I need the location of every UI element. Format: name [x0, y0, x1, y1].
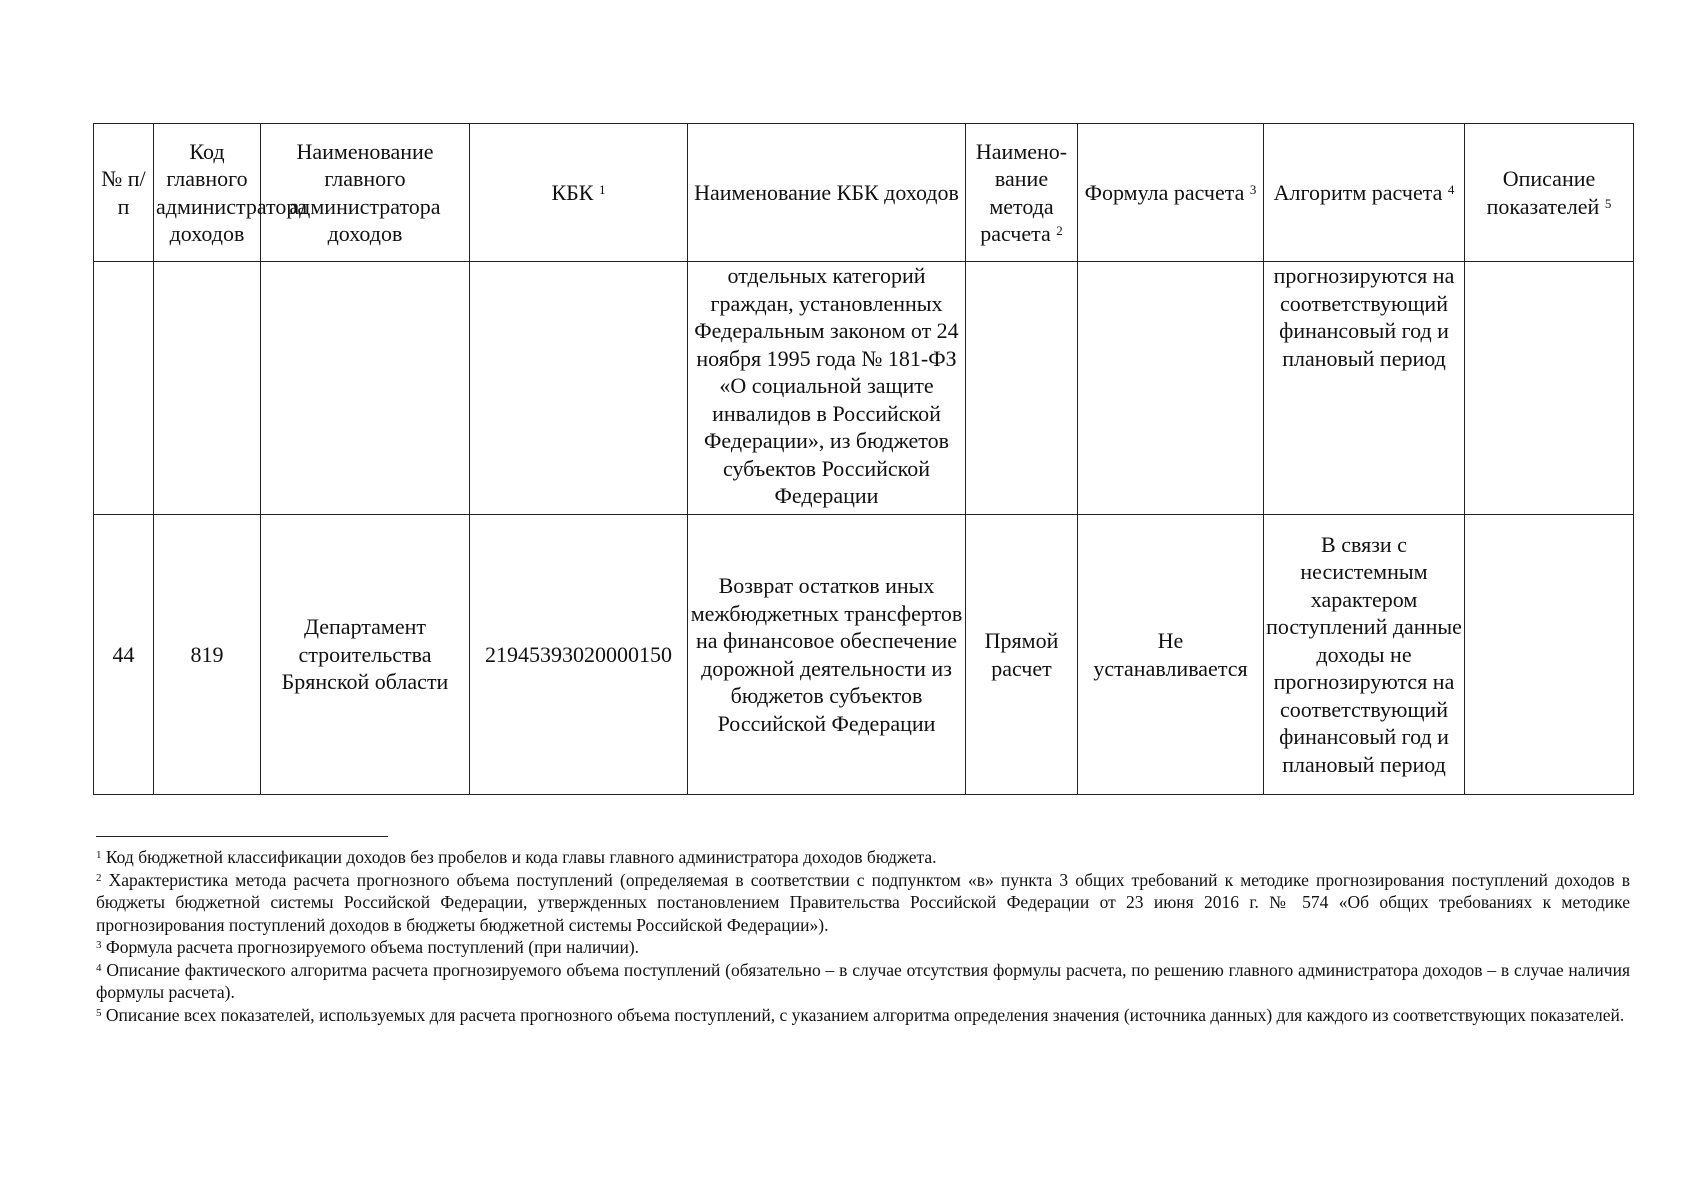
- footnote-2: [96, 869, 1630, 937]
- table-row: [94, 262, 1634, 515]
- footnote-number: 4: [96, 961, 102, 974]
- footnote-4: [96, 959, 1630, 1004]
- footnote-divider: [96, 836, 388, 837]
- header-admin-code: Код главного администратора доходов: [154, 124, 261, 262]
- cell-admin-code: [154, 262, 261, 515]
- footnote-number: 3: [96, 939, 102, 951]
- header-kbk-name: Наименование КБК доходов: [688, 124, 966, 262]
- header-admin-name: Наименование главного администратора доходов: [261, 124, 470, 262]
- footnotes: [96, 846, 1630, 1026]
- cell-indicators: [1465, 262, 1634, 515]
- header-algorithm: Алгоритм расчета $^4$: [1264, 124, 1465, 262]
- cell-indicators: [1465, 515, 1634, 795]
- footnote-text: Описание всех показателей, используемых для расчета прогнозного объема поступлений, с указанием алгоритма определения значения (источника данных) для каждого из соответствующих показателей.: [105, 1004, 1625, 1025]
- header-indicators: Описание показателей $^5$: [1465, 124, 1634, 262]
- footnote-3: [96, 936, 1630, 959]
- cell-kbk: 21945393020000150: [470, 515, 688, 795]
- cell-kbk-name: отдельных категорий граждан, установленных Федеральным законом от 24 ноября 1995 года № 181-ФЗ «О социальной защите инвалидов в Российской Федерации», из бюджетов субъектов Российской Федерации: [688, 262, 966, 515]
- cell-admin-name: [261, 262, 470, 515]
- footnote-text: Формула расчета прогнозируемого объема поступлений (при наличии).: [105, 937, 640, 957]
- footnote-number: 1: [96, 849, 102, 861]
- header-kbk: КБК $^1$: [470, 124, 688, 262]
- cell-num: [94, 262, 154, 515]
- footnote-1: [96, 846, 1630, 869]
- cell-admin-code: 819: [154, 515, 261, 795]
- cell-algorithm: прогнозируются на соответствующий финансовый год и плановый период: [1264, 262, 1465, 515]
- table-header-row: [94, 124, 1634, 262]
- header-num: № п/п: [94, 124, 154, 262]
- table-row: [94, 515, 1634, 795]
- cell-method: [966, 262, 1078, 515]
- cell-formula: [1078, 262, 1264, 515]
- footnote-number: 5: [96, 1006, 102, 1019]
- cell-method: Прямой расчет: [966, 515, 1078, 795]
- cell-num: 44: [94, 515, 154, 795]
- footnote-number: 2: [96, 871, 102, 884]
- income-forecast-table: [93, 123, 1634, 795]
- cell-algorithm: В связи с несистемным характером поступлений данные доходы не прогнозируются на соответствующий финансовый год и плановый период: [1264, 515, 1465, 795]
- cell-kbk-name: Возврат остатков иных межбюджетных трансфертов на финансовое обеспечение дорожной деятельности из бюджетов субъектов Российской Федерации: [688, 515, 966, 795]
- cell-formula: Не устанавливается: [1078, 515, 1264, 795]
- cell-admin-name: Департамент строительства Брянской области: [261, 515, 470, 795]
- footnote-text: Описание фактического алгоритма расчета прогнозируемого объема поступлений (обязательно – в случае отсутствия формулы расчета, по решению главного администратора доходов – в случае наличия формулы расчета).: [96, 959, 1631, 1002]
- footnote-text: Характеристика метода расчета прогнозного объема поступлений (определяемая в соответствии с подпунктом «в» пункта 3 общих требований к методике прогнозирования поступлений доходов в бюджеты бюджетной системы Российской Федерации, утвержденных постановлением Правительства Российской Федерации от 23 июня 2016 г. № 574 «Об общих требованиях к методике прогнозирования поступлений доходов в бюджеты бюджетной системы Российской Федерации»).: [96, 869, 1631, 935]
- footnote-5: [96, 1004, 1630, 1027]
- header-formula: Формула расчета $^3$: [1078, 124, 1264, 262]
- cell-kbk: [470, 262, 688, 515]
- header-method: Наимено-вание метода расчета $^2$: [966, 124, 1078, 262]
- footnote-text: Код бюджетной классификации доходов без пробелов и кода главы главного администратора доходов бюджета.: [105, 847, 937, 867]
